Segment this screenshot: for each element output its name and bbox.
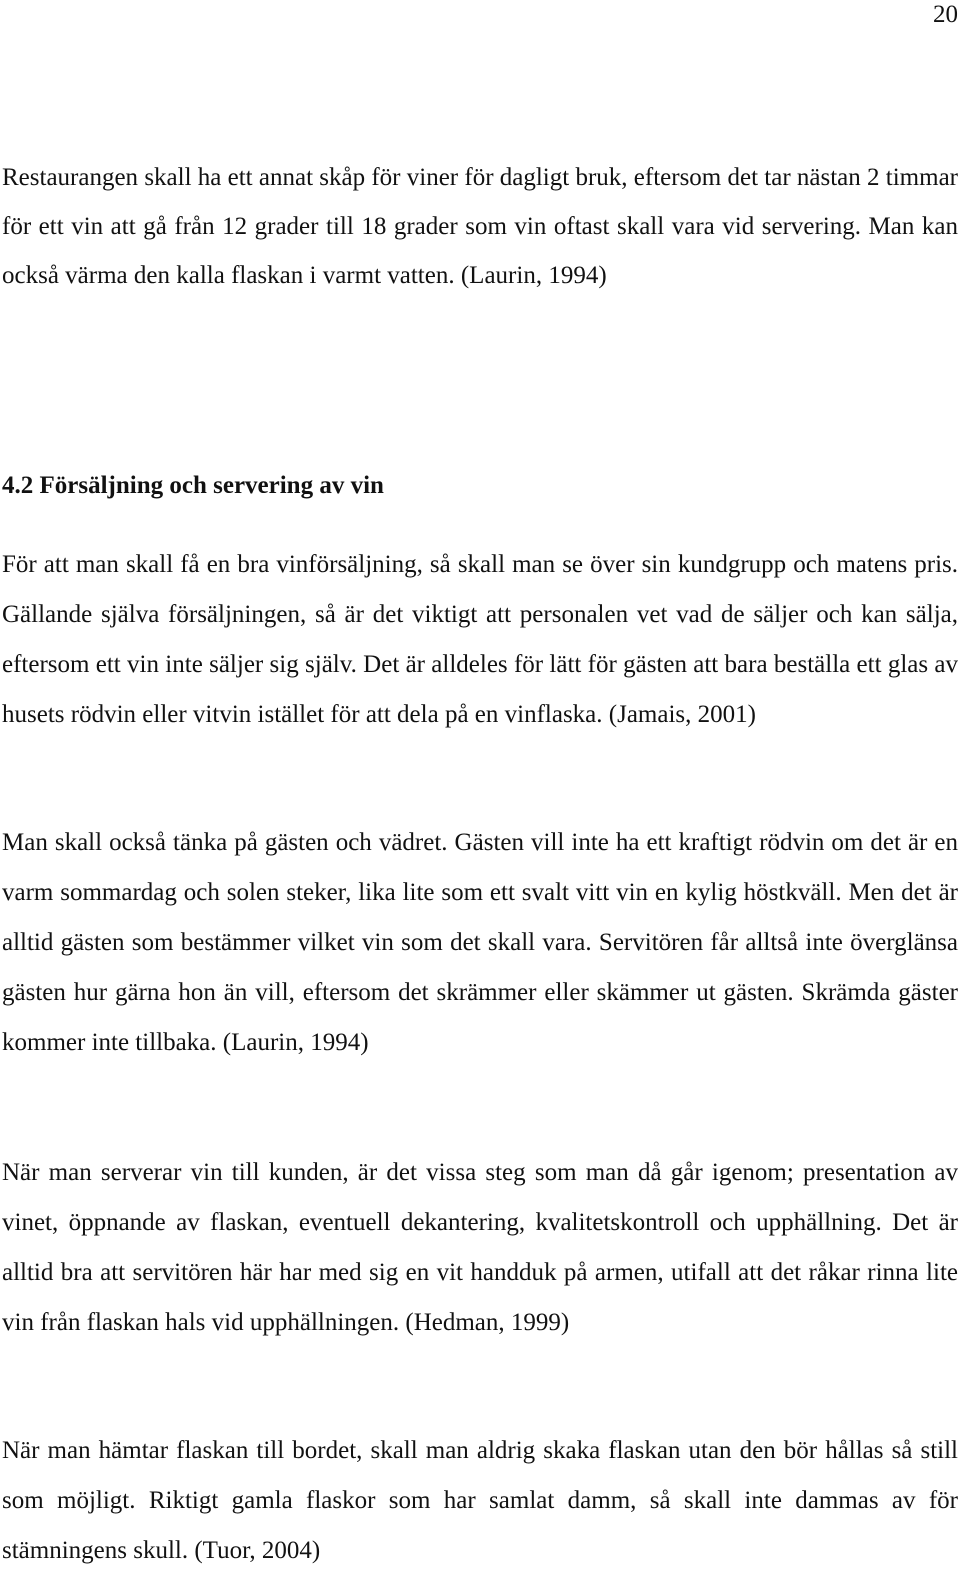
section-heading: 4.2 Försäljning och servering av vin: [2, 472, 384, 499]
page-number: 20: [933, 1, 958, 28]
paragraph-wine-storage: Restaurangen skall ha ett annat skåp för viner för dagligt bruk, eftersom det tar nästan 2 timmar för ett vin att gå från 12 grader till 18 grader som vin oftast skall vara vid servering. Man kan också värma den kalla flaskan i varmt vatten. (Laurin, 1994): [2, 164, 958, 289]
paragraph-sales: För att man skall få en bra vinförsäljning, så skall man se över sin kundgrupp och matens pris. Gällande själva försäljningen, så är det viktigt att personalen vet vad de säljer och kan sälja, eftersom ett vin inte säljer sig själv. Det är alldeles för lätt för gästen att bara beställa ett glas av husets rödvin eller vitvin istället för att dela på en vinflaska. (Jamais, 2001): [2, 551, 958, 728]
paragraph-guest-weather: Man skall också tänka på gästen och vädret. Gästen vill inte ha ett kraftigt rödvin om det är en varm sommardag och solen steker, lika lite som ett svalt vitt vin en kylig höstkväll. Men det är alltid gästen som bestämmer vilket vin som det skall vara. Servitören får alltså inte överglänsa gästen hur gärna hon än vill, eftersom det skrämmer eller skämmer ut gästen. Skrämda gäster kommer inte tillbaka. (Laurin, 1994): [2, 829, 958, 1056]
paragraph-serving-steps: När man serverar vin till kunden, är det vissa steg som man då går igenom; presentation av vinet, öppnande av flaskan, eventuell dekantering, kvalitetskontroll och upphällning. Det är alltid bra att servitören här har med sig en vit handduk på armen, utifall att det råkar rinna lite vin från flaskan hals vid upphällningen. (Hedman, 1999): [2, 1159, 958, 1336]
paragraph-bottle-handling: När man hämtar flaskan till bordet, skall man aldrig skaka flaskan utan den bör hållas så still som möjligt. Riktigt gamla flaskor som har samlat damm, så skall inte dammas av för stämningens skull. (Tuor, 2004): [2, 1437, 958, 1564]
